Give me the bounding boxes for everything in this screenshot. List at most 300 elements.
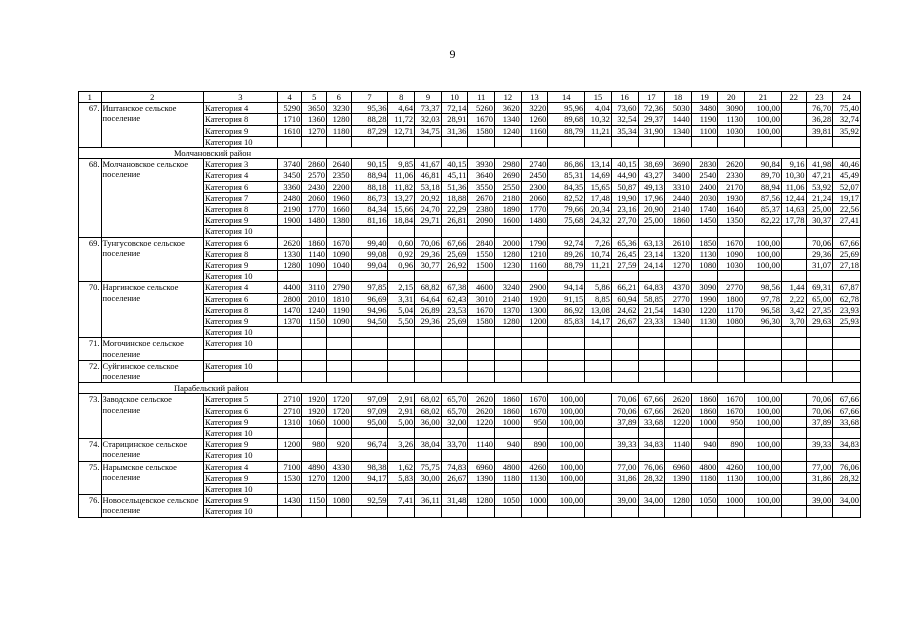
value-cell: 14,17 xyxy=(585,316,612,327)
value-cell xyxy=(351,372,388,383)
value-cell: 35,34 xyxy=(611,125,638,136)
value-cell: 940 xyxy=(691,439,718,450)
value-cell: 17,78 xyxy=(781,215,806,226)
settlement-number: 76. xyxy=(79,495,102,517)
value-cell: 92,74 xyxy=(548,237,585,248)
value-cell: 4,64 xyxy=(388,103,415,114)
value-cell: 11,82 xyxy=(388,181,415,192)
value-cell xyxy=(441,484,468,495)
value-cell: 1380 xyxy=(327,215,352,226)
value-cell xyxy=(611,349,638,360)
value-cell xyxy=(585,461,612,472)
value-cell: 31,86 xyxy=(806,472,833,483)
value-cell xyxy=(521,428,548,439)
value-cell xyxy=(781,237,806,248)
value-cell xyxy=(781,260,806,271)
value-cell: 94,50 xyxy=(351,316,388,327)
value-cell: 37,89 xyxy=(806,416,833,427)
value-cell: 65,00 xyxy=(806,293,833,304)
value-cell: 70,06 xyxy=(415,237,442,248)
value-cell xyxy=(327,360,352,371)
value-cell xyxy=(806,136,833,147)
value-cell: 68,02 xyxy=(415,394,442,405)
value-cell xyxy=(781,125,806,136)
value-cell: 22,29 xyxy=(441,204,468,215)
value-cell xyxy=(833,226,861,237)
table-row xyxy=(79,495,861,506)
value-cell: 2570 xyxy=(302,170,327,181)
value-cell xyxy=(441,271,468,282)
value-cell: 1200 xyxy=(327,472,352,483)
value-cell: 1770 xyxy=(302,204,327,215)
value-cell: 36,28 xyxy=(806,114,833,125)
value-cell: 2900 xyxy=(521,282,548,293)
value-cell: 2690 xyxy=(495,170,522,181)
value-cell xyxy=(638,372,665,383)
value-cell: 1190 xyxy=(327,304,352,315)
value-cell xyxy=(611,484,638,495)
value-cell: 1670 xyxy=(468,304,495,315)
value-cell: 0,60 xyxy=(388,237,415,248)
value-cell xyxy=(302,372,327,383)
value-cell: 85,31 xyxy=(548,170,585,181)
value-cell: 1900 xyxy=(277,215,302,226)
value-cell: 70,06 xyxy=(611,405,638,416)
value-cell: 27,70 xyxy=(611,215,638,226)
value-cell: 73,37 xyxy=(415,103,442,114)
value-cell xyxy=(833,271,861,282)
value-cell: 25,69 xyxy=(441,248,468,259)
value-cell: 9,85 xyxy=(388,159,415,170)
value-cell: 2620 xyxy=(718,159,745,170)
category-cell: Категория 4 xyxy=(204,103,278,114)
value-cell: 39,00 xyxy=(611,495,638,506)
value-cell: 53,18 xyxy=(415,181,442,192)
value-cell xyxy=(833,349,861,360)
settlement-number: 73. xyxy=(79,394,102,439)
value-cell: 36,11 xyxy=(415,495,442,506)
category-cell: Категория 10 xyxy=(204,428,278,439)
value-cell: 1340 xyxy=(665,125,692,136)
value-cell: 31,86 xyxy=(611,472,638,483)
value-cell: 950 xyxy=(521,416,548,427)
value-cell: 38,69 xyxy=(638,159,665,170)
value-cell: 23,33 xyxy=(638,316,665,327)
value-cell xyxy=(665,226,692,237)
category-cell: Категория 9 xyxy=(204,125,278,136)
value-cell: 5,00 xyxy=(388,416,415,427)
category-cell: Категория 8 xyxy=(204,248,278,259)
value-cell xyxy=(468,372,495,383)
value-cell xyxy=(806,372,833,383)
value-cell xyxy=(781,372,806,383)
value-cell: 1160 xyxy=(521,125,548,136)
value-cell: 2770 xyxy=(665,293,692,304)
value-cell: 82,52 xyxy=(548,192,585,203)
value-cell xyxy=(745,450,782,461)
value-cell: 28,91 xyxy=(441,114,468,125)
value-cell: 5,86 xyxy=(585,282,612,293)
value-cell xyxy=(611,338,638,349)
value-cell xyxy=(691,360,718,371)
value-cell: 1370 xyxy=(495,304,522,315)
value-cell: 2710 xyxy=(277,394,302,405)
value-cell xyxy=(441,372,468,383)
value-cell xyxy=(638,450,665,461)
value-cell: 12,71 xyxy=(388,125,415,136)
value-cell: 53,92 xyxy=(806,181,833,192)
value-cell: 2620 xyxy=(665,394,692,405)
value-cell: 2620 xyxy=(468,394,495,405)
settlement-name: Нарымское сельское поселение xyxy=(101,461,203,495)
value-cell xyxy=(745,372,782,383)
value-cell xyxy=(495,349,522,360)
value-cell: 100,00 xyxy=(745,103,782,114)
column-header: 23 xyxy=(806,92,833,103)
value-cell: 1370 xyxy=(277,316,302,327)
value-cell: 99,04 xyxy=(351,260,388,271)
settlement-number: 68. xyxy=(79,159,102,237)
value-cell: 1430 xyxy=(665,304,692,315)
value-cell: 2740 xyxy=(521,159,548,170)
value-cell: 1000 xyxy=(521,495,548,506)
value-cell: 3640 xyxy=(468,170,495,181)
value-cell xyxy=(833,327,861,338)
value-cell xyxy=(638,327,665,338)
value-cell xyxy=(718,349,745,360)
value-cell: 94,17 xyxy=(351,472,388,483)
value-cell: 100,00 xyxy=(548,394,585,405)
value-cell: 19,90 xyxy=(611,192,638,203)
table-row xyxy=(79,282,861,293)
value-cell: 0,92 xyxy=(388,248,415,259)
value-cell xyxy=(781,450,806,461)
value-cell: 18,88 xyxy=(441,192,468,203)
value-cell: 1530 xyxy=(277,472,302,483)
value-cell: 50,87 xyxy=(611,181,638,192)
value-cell xyxy=(327,428,352,439)
value-cell: 1390 xyxy=(665,472,692,483)
value-cell xyxy=(718,226,745,237)
value-cell xyxy=(585,439,612,450)
value-cell xyxy=(327,372,352,383)
value-cell: 10,32 xyxy=(585,114,612,125)
value-cell xyxy=(468,450,495,461)
category-cell: Категория 10 xyxy=(204,506,278,517)
value-cell: 27,59 xyxy=(611,260,638,271)
value-cell xyxy=(781,136,806,147)
value-cell xyxy=(781,506,806,517)
table-row xyxy=(79,237,861,248)
value-cell: 98,38 xyxy=(351,461,388,472)
value-cell xyxy=(745,349,782,360)
value-cell: 1270 xyxy=(302,125,327,136)
value-cell: 100,00 xyxy=(745,405,782,416)
value-cell xyxy=(781,349,806,360)
value-cell xyxy=(665,506,692,517)
value-cell: 1920 xyxy=(302,394,327,405)
value-cell: 29,36 xyxy=(806,248,833,259)
value-cell xyxy=(388,136,415,147)
category-cell: Категория 9 xyxy=(204,495,278,506)
value-cell xyxy=(351,226,388,237)
value-cell xyxy=(415,349,442,360)
value-cell xyxy=(806,428,833,439)
value-cell: 95,00 xyxy=(351,416,388,427)
value-cell xyxy=(585,360,612,371)
value-cell: 29,71 xyxy=(415,215,442,226)
column-header: 6 xyxy=(327,92,352,103)
value-cell: 22,56 xyxy=(833,204,861,215)
value-cell: 5,83 xyxy=(388,472,415,483)
value-cell: 88,18 xyxy=(351,181,388,192)
value-cell: 100,00 xyxy=(548,439,585,450)
value-cell xyxy=(468,226,495,237)
value-cell xyxy=(277,360,302,371)
value-cell: 5,50 xyxy=(388,316,415,327)
category-cell: Категория 6 xyxy=(204,293,278,304)
value-cell: 3,26 xyxy=(388,439,415,450)
value-cell xyxy=(415,360,442,371)
value-cell xyxy=(521,506,548,517)
value-cell xyxy=(638,506,665,517)
value-cell xyxy=(441,428,468,439)
value-cell: 25,69 xyxy=(833,248,861,259)
value-cell xyxy=(611,428,638,439)
value-cell: 27,18 xyxy=(833,260,861,271)
value-cell xyxy=(521,136,548,147)
category-cell: Категория 10 xyxy=(204,136,278,147)
value-cell: 2090 xyxy=(468,215,495,226)
value-cell xyxy=(806,349,833,360)
category-cell: Категория 5 xyxy=(204,394,278,405)
region-label: Молчановский район xyxy=(79,148,861,159)
value-cell xyxy=(277,136,302,147)
value-cell xyxy=(441,136,468,147)
value-cell: 2330 xyxy=(718,170,745,181)
value-cell xyxy=(388,271,415,282)
value-cell: 1090 xyxy=(302,260,327,271)
value-cell: 3400 xyxy=(665,170,692,181)
value-cell: 28,32 xyxy=(833,472,861,483)
value-cell: 34,83 xyxy=(833,439,861,450)
value-cell: 89,70 xyxy=(745,170,782,181)
value-cell: 40,15 xyxy=(441,159,468,170)
value-cell xyxy=(745,327,782,338)
value-cell: 940 xyxy=(495,439,522,450)
value-cell xyxy=(302,226,327,237)
value-cell: 33,68 xyxy=(833,416,861,427)
value-cell xyxy=(806,226,833,237)
value-cell xyxy=(638,349,665,360)
value-cell: 25,00 xyxy=(806,204,833,215)
value-cell: 2550 xyxy=(495,181,522,192)
value-cell xyxy=(521,338,548,349)
value-cell: 100,00 xyxy=(745,461,782,472)
value-cell: 3,31 xyxy=(388,293,415,304)
value-cell: 36,00 xyxy=(415,416,442,427)
value-cell: 32,03 xyxy=(415,114,442,125)
value-cell xyxy=(277,349,302,360)
value-cell: 2670 xyxy=(468,192,495,203)
value-cell xyxy=(781,405,806,416)
value-cell xyxy=(781,461,806,472)
value-cell xyxy=(781,271,806,282)
value-cell: 1060 xyxy=(302,416,327,427)
value-cell xyxy=(585,136,612,147)
value-cell: 1670 xyxy=(468,114,495,125)
value-cell: 51,36 xyxy=(441,181,468,192)
value-cell: 2640 xyxy=(327,159,352,170)
value-cell: 41,67 xyxy=(415,159,442,170)
value-cell: 1030 xyxy=(718,260,745,271)
value-cell: 75,68 xyxy=(548,215,585,226)
value-cell: 37,89 xyxy=(611,416,638,427)
value-cell xyxy=(521,226,548,237)
value-cell: 10,74 xyxy=(585,248,612,259)
value-cell: 49,13 xyxy=(638,181,665,192)
value-cell xyxy=(665,428,692,439)
value-cell xyxy=(415,136,442,147)
value-cell xyxy=(548,271,585,282)
value-cell: 26,67 xyxy=(441,472,468,483)
value-cell xyxy=(718,338,745,349)
value-cell: 90,15 xyxy=(351,159,388,170)
value-cell: 7100 xyxy=(277,461,302,472)
value-cell xyxy=(388,360,415,371)
value-cell xyxy=(806,450,833,461)
value-cell xyxy=(718,271,745,282)
value-cell: 15,65 xyxy=(585,181,612,192)
value-cell: 65,70 xyxy=(441,394,468,405)
value-cell xyxy=(468,506,495,517)
value-cell: 1600 xyxy=(495,215,522,226)
settlement-name: Суйгинское сельское поселение xyxy=(101,360,203,382)
value-cell xyxy=(388,372,415,383)
value-cell xyxy=(548,136,585,147)
value-cell: 3480 xyxy=(691,103,718,114)
value-cell: 62,78 xyxy=(833,293,861,304)
value-cell xyxy=(415,271,442,282)
value-cell xyxy=(302,484,327,495)
value-cell: 100,00 xyxy=(745,439,782,450)
value-cell xyxy=(665,372,692,383)
value-cell: 1340 xyxy=(495,114,522,125)
settlement-number: 71. xyxy=(79,338,102,360)
value-cell xyxy=(468,349,495,360)
value-cell: 3230 xyxy=(327,103,352,114)
value-cell: 4890 xyxy=(302,461,327,472)
value-cell xyxy=(745,136,782,147)
value-cell xyxy=(665,338,692,349)
value-cell: 3740 xyxy=(277,159,302,170)
value-cell: 3310 xyxy=(665,181,692,192)
value-cell: 4330 xyxy=(327,461,352,472)
value-cell: 1350 xyxy=(718,215,745,226)
value-cell: 1220 xyxy=(468,416,495,427)
value-cell: 2400 xyxy=(691,181,718,192)
value-cell: 1720 xyxy=(327,394,352,405)
value-cell: 86,86 xyxy=(548,159,585,170)
value-cell xyxy=(327,484,352,495)
value-cell xyxy=(745,226,782,237)
value-cell: 1580 xyxy=(468,316,495,327)
value-cell xyxy=(806,484,833,495)
value-cell xyxy=(327,226,352,237)
value-cell: 1000 xyxy=(495,416,522,427)
value-cell xyxy=(388,327,415,338)
value-cell xyxy=(415,327,442,338)
value-cell: 1720 xyxy=(327,405,352,416)
value-cell: 1050 xyxy=(691,495,718,506)
value-cell: 26,92 xyxy=(441,260,468,271)
value-cell: 1090 xyxy=(327,316,352,327)
value-cell: 1000 xyxy=(691,416,718,427)
value-cell xyxy=(277,372,302,383)
value-cell: 1140 xyxy=(665,439,692,450)
value-cell xyxy=(638,338,665,349)
value-cell: 97,78 xyxy=(745,293,782,304)
value-cell: 1130 xyxy=(691,248,718,259)
value-cell: 2440 xyxy=(665,192,692,203)
value-cell xyxy=(665,327,692,338)
value-cell: 88,79 xyxy=(548,125,585,136)
value-cell: 91,15 xyxy=(548,293,585,304)
value-cell xyxy=(745,338,782,349)
value-cell: 31,36 xyxy=(441,125,468,136)
value-cell: 32,54 xyxy=(611,114,638,125)
value-cell: 77,00 xyxy=(611,461,638,472)
value-cell: 2,91 xyxy=(388,405,415,416)
value-cell: 65,36 xyxy=(611,237,638,248)
value-cell xyxy=(585,428,612,439)
value-cell: 1000 xyxy=(327,416,352,427)
value-cell: 25,93 xyxy=(833,316,861,327)
value-cell: 87,56 xyxy=(745,192,782,203)
value-cell: 100,00 xyxy=(745,114,782,125)
value-cell: 30,77 xyxy=(415,260,442,271)
value-cell: 94,14 xyxy=(548,282,585,293)
value-cell: 88,79 xyxy=(548,260,585,271)
value-cell xyxy=(521,450,548,461)
value-cell: 1300 xyxy=(521,304,548,315)
value-cell: 1080 xyxy=(691,260,718,271)
value-cell: 72,36 xyxy=(638,103,665,114)
region-row xyxy=(79,148,861,159)
value-cell: 40,46 xyxy=(833,159,861,170)
value-cell: 60,94 xyxy=(611,293,638,304)
value-cell: 64,64 xyxy=(415,293,442,304)
value-cell xyxy=(351,349,388,360)
value-cell xyxy=(691,450,718,461)
category-cell: Категория 10 xyxy=(204,226,278,237)
value-cell: 890 xyxy=(521,439,548,450)
category-cell: Категория 8 xyxy=(204,114,278,125)
value-cell: 68,02 xyxy=(415,405,442,416)
value-cell: 2770 xyxy=(718,282,745,293)
category-cell: Категория 9 xyxy=(204,416,278,427)
value-cell xyxy=(585,372,612,383)
value-cell: 1920 xyxy=(302,405,327,416)
value-cell: 97,85 xyxy=(351,282,388,293)
value-cell: 1930 xyxy=(718,192,745,203)
value-cell xyxy=(585,484,612,495)
value-cell: 20,90 xyxy=(638,204,665,215)
value-cell: 18,84 xyxy=(388,215,415,226)
value-cell: 5030 xyxy=(665,103,692,114)
value-cell: 67,87 xyxy=(833,282,861,293)
column-header: 2 xyxy=(101,92,203,103)
